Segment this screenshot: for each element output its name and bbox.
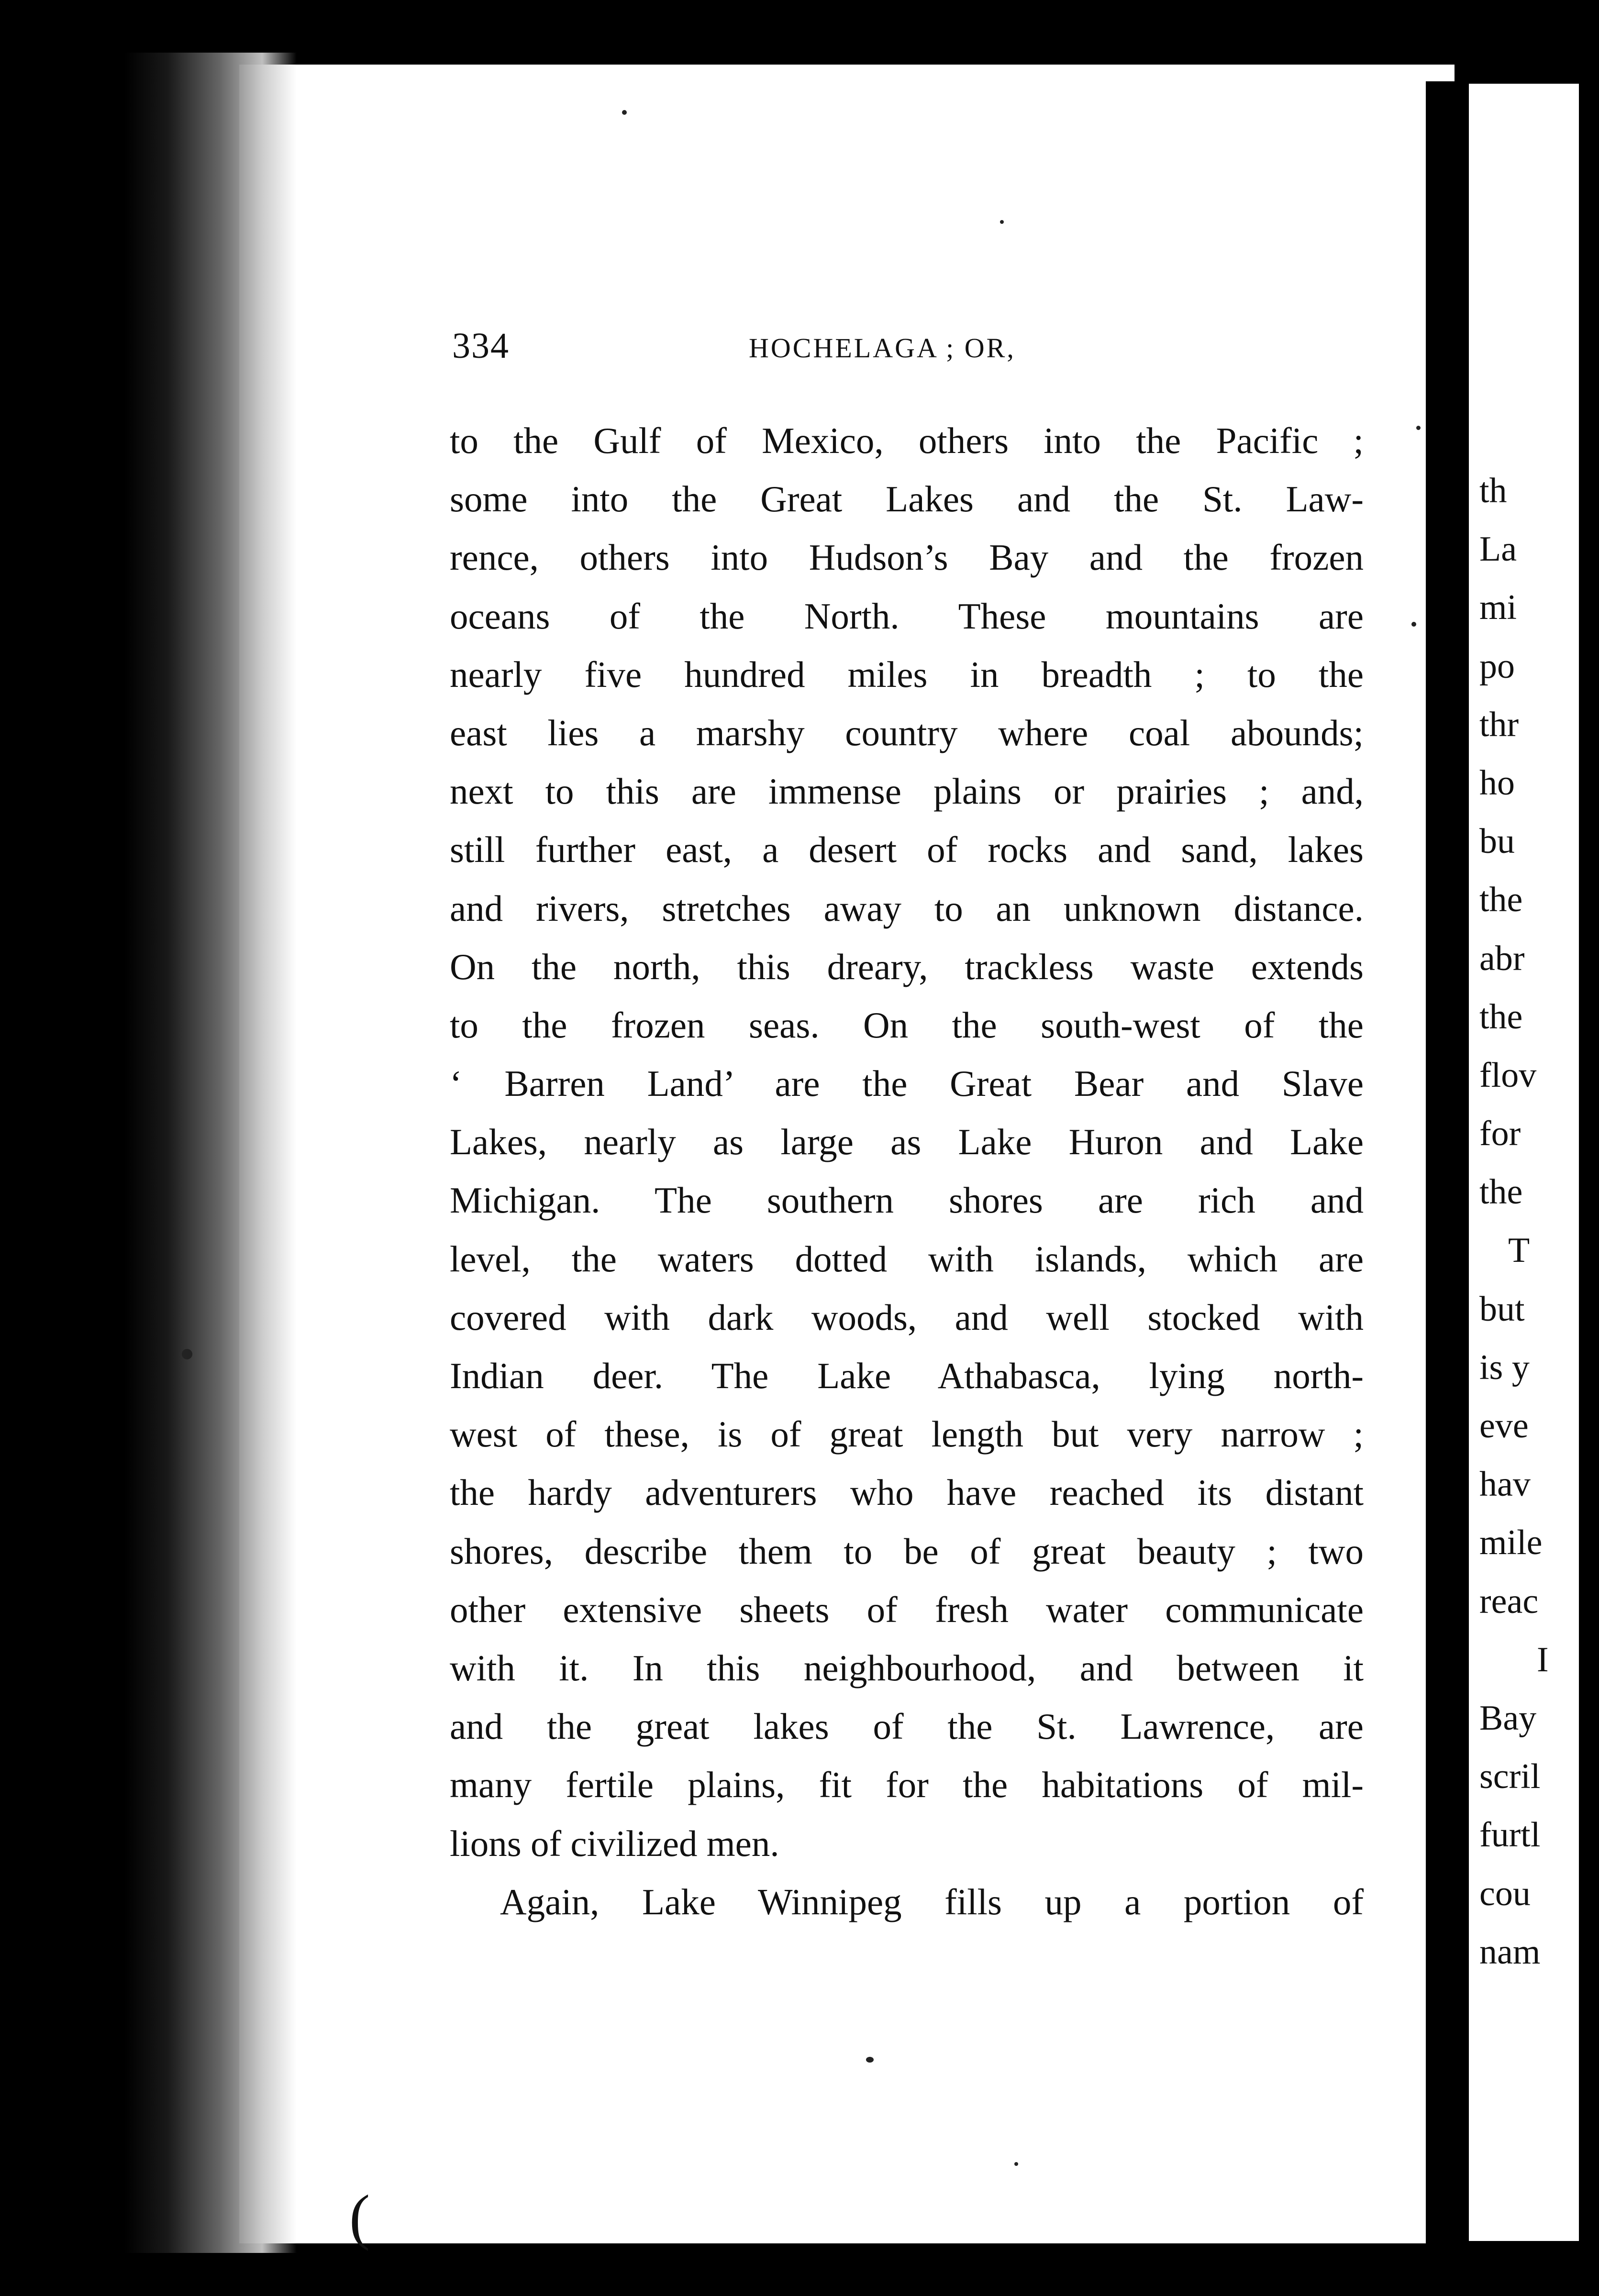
scan-mark: ( <box>349 2183 370 2252</box>
text-line: the hardy adventurers who have reached its distant <box>450 1472 1364 1513</box>
scan-speck <box>1411 622 1416 627</box>
page-number: 334 <box>452 326 510 366</box>
facing-line-fragment: T <box>1508 1231 1530 1270</box>
facing-line-fragment: the <box>1479 1172 1523 1212</box>
page-gap <box>1426 81 1469 2243</box>
scan-speck <box>1416 426 1421 430</box>
facing-line-fragment: I <box>1537 1640 1549 1679</box>
text-line: and rivers, stretches away to an unknown distance. <box>450 887 1364 929</box>
text-line: Michigan. The southern shores are rich and <box>450 1180 1364 1221</box>
facing-line-fragment: for <box>1479 1114 1521 1154</box>
text-line: many fertile plains, fit for the habitations of mil- <box>450 1764 1364 1806</box>
scan-speck <box>1000 220 1004 224</box>
text-line: Lakes, nearly as large as Lake Huron and Lake <box>450 1121 1364 1163</box>
facing-line-fragment: thr <box>1479 705 1519 744</box>
text-line: and the great lakes of the St. Lawrence, are <box>450 1706 1364 1747</box>
text-line: covered with dark woods, and well stocked with <box>450 1296 1364 1338</box>
facing-line-fragment: reac <box>1479 1581 1539 1621</box>
scan-speck <box>866 2057 874 2063</box>
facing-line-fragment: eve <box>1479 1406 1529 1446</box>
running-head: HOCHELAGA ; OR, <box>749 332 1016 364</box>
facing-line-fragment: La <box>1479 530 1517 569</box>
binding-gutter-shadow <box>124 53 297 2253</box>
text-line: On the north, this dreary, trackless waste extends <box>450 946 1364 987</box>
text-line: east lies a marshy country where coal abounds; <box>450 712 1364 753</box>
facing-line-fragment: the <box>1479 997 1523 1037</box>
facing-line-fragment: mile <box>1479 1523 1543 1563</box>
text-line: next to this are immense plains or prairies ; and, <box>450 771 1364 812</box>
text-line: to the frozen seas. On the south-west of the <box>450 1004 1364 1046</box>
facing-line-fragment: Bay <box>1479 1698 1537 1738</box>
facing-page <box>1469 84 1579 2241</box>
text-line: nearly five hundred miles in breadth ; to the <box>450 653 1364 695</box>
facing-line-fragment: mi <box>1479 588 1517 628</box>
text-line: still further east, a desert of rocks and sand, lakes <box>450 829 1364 871</box>
text-line: ‘ Barren Land’ are the Great Bear and Slave <box>450 1063 1364 1104</box>
facing-line-fragment: hav <box>1479 1465 1531 1504</box>
facing-line-fragment: the <box>1479 880 1523 920</box>
text-line: to the Gulf of Mexico, others into the Pacific ; <box>450 420 1364 461</box>
scan-speck <box>1014 2162 1018 2166</box>
scan-speck <box>622 110 627 115</box>
text-line: rence, others into Hudson’s Bay and the frozen <box>450 537 1364 578</box>
facing-line-fragment: nam <box>1479 1932 1541 1972</box>
text-line: oceans of the North. These mountains are <box>450 595 1364 637</box>
paragraph-start-line: Again, Lake Winnipeg fills up a portion of <box>500 1881 1364 1922</box>
facing-page-text <box>1479 462 1549 1981</box>
facing-line-fragment: po <box>1479 646 1515 686</box>
facing-line-fragment: bu <box>1479 822 1515 861</box>
facing-line-fragment: flov <box>1479 1055 1537 1095</box>
text-line: level, the waters dotted with islands, which are <box>450 1238 1364 1280</box>
facing-line-fragment: th <box>1479 471 1507 510</box>
facing-line-fragment: ho <box>1479 763 1515 803</box>
text-line: other extensive sheets of fresh water communicate <box>450 1589 1364 1630</box>
facing-line-fragment: scril <box>1479 1757 1541 1797</box>
text-line: with it. In this neighbourhood, and between it <box>450 1647 1364 1689</box>
body-text <box>450 411 1364 1931</box>
text-line: Indian deer. The Lake Athabasca, lying north- <box>450 1355 1364 1396</box>
page-header <box>452 325 1361 378</box>
text-line: shores, describe them to be of great beauty ; two <box>450 1530 1364 1572</box>
paragraph-end-line: lions of civilized men. <box>450 1822 779 1864</box>
scan-speck <box>182 1349 192 1359</box>
text-line: some into the Great Lakes and the St. Law- <box>450 478 1364 520</box>
facing-line-fragment: furtl <box>1479 1815 1541 1855</box>
facing-line-fragment: cou <box>1479 1874 1531 1913</box>
facing-line-fragment: abr <box>1479 938 1525 978</box>
facing-line-fragment: is y <box>1479 1347 1530 1387</box>
facing-line-fragment: but <box>1479 1289 1525 1329</box>
text-line: west of these, is of great length but very narrow ; <box>450 1413 1364 1455</box>
